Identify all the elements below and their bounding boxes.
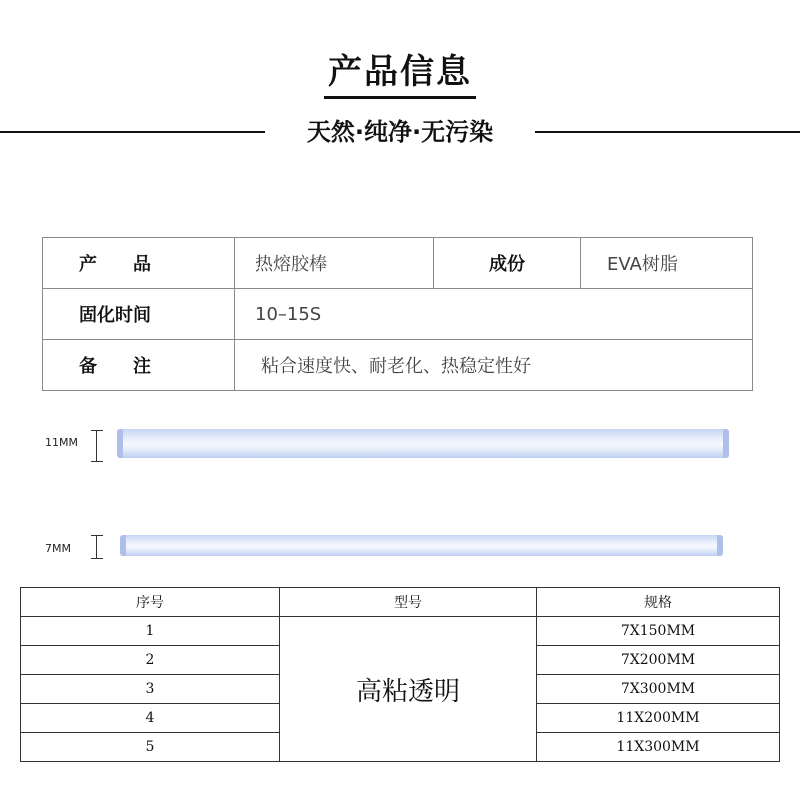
spec-size: 7X150MM bbox=[537, 617, 780, 646]
spec-header-index: 序号 bbox=[21, 588, 280, 617]
spec-index: 2 bbox=[21, 646, 280, 675]
spec-header-spec: 规格 bbox=[537, 588, 780, 617]
info-row-product bbox=[43, 238, 753, 289]
spec-index: 4 bbox=[21, 704, 280, 733]
glue-stick-11mm bbox=[117, 429, 729, 458]
info-row-remark bbox=[43, 340, 753, 391]
spec-model: 高粘透明 bbox=[280, 617, 537, 762]
spec-index: 1 bbox=[21, 617, 280, 646]
info-label-composition: 成份 bbox=[434, 238, 581, 289]
stick-end-cap bbox=[723, 429, 729, 458]
stick-end-cap bbox=[117, 429, 123, 458]
info-value-composition: EVA树脂 bbox=[581, 238, 753, 289]
stick-end-cap bbox=[120, 535, 126, 556]
spec-size: 11X300MM bbox=[537, 733, 780, 762]
table-row bbox=[21, 617, 780, 646]
spec-index: 3 bbox=[21, 675, 280, 704]
spec-size: 11X200MM bbox=[537, 704, 780, 733]
info-label-product: 产 品 bbox=[43, 238, 235, 289]
stick-11mm-label: 11MM bbox=[45, 436, 78, 449]
info-value-curing-time: 10–15S bbox=[235, 289, 753, 340]
dimension-bracket-icon bbox=[96, 535, 97, 559]
stick-end-cap bbox=[717, 535, 723, 556]
stick-7mm-label: 7MM bbox=[45, 542, 71, 555]
spec-header-row bbox=[21, 588, 780, 617]
product-info-table bbox=[42, 237, 753, 391]
subtitle-divider-left bbox=[0, 131, 265, 133]
spec-size: 7X200MM bbox=[537, 646, 780, 675]
spec-size: 7X300MM bbox=[537, 675, 780, 704]
specification-table bbox=[20, 587, 780, 762]
info-value-remark: 粘合速度快、耐老化、热稳定性好 bbox=[235, 340, 753, 391]
info-label-curing-time: 固化时间 bbox=[43, 289, 235, 340]
subtitle-row bbox=[0, 112, 800, 152]
spec-index: 5 bbox=[21, 733, 280, 762]
page-title: 产品信息 bbox=[0, 44, 800, 93]
subtitle-divider-right bbox=[535, 131, 800, 133]
dimension-bracket-icon bbox=[96, 430, 97, 462]
glue-stick-7mm bbox=[120, 535, 723, 556]
subtitle: 天然·纯净·无污染 bbox=[306, 118, 494, 146]
info-value-product: 热熔胶棒 bbox=[235, 238, 434, 289]
info-row-curing bbox=[43, 289, 753, 340]
info-label-remark: 备 注 bbox=[43, 340, 235, 391]
spec-header-model: 型号 bbox=[280, 588, 537, 617]
